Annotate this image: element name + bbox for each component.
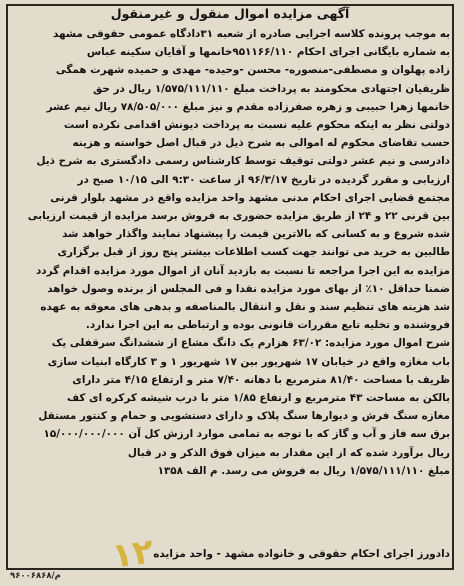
notice-line: مغازه سنگ فرش و دیوارها سنگ پلاک و دارای دستشویی و حمام و کنتور مستقل — [38, 410, 450, 423]
notice-line: ارزیابی و مقرر گردیده در تاریخ ۹۶/۳/۱۷ از ساعت ۹:۳۰ الی ۱۰/۱۵ صبح در — [77, 173, 450, 186]
notice-line: ظریفیان اجتهادی محکومند به پرداخت مبلغ ۱/۵۷۵/۱۱۱/۱۱۰ ریال در حق — [92, 82, 450, 95]
notice-body — [10, 25, 450, 480]
notice-line: حسب تقاضای محکوم له اموالی به شرح ذیل در قبال اصل خواسته و هزینه — [72, 137, 450, 150]
notice-line: بالکن به مساحت ۴۳ مترمربع و ارتفاع ۱/۸۵ متر با درب شیشه کرکره ای کف — [67, 392, 450, 405]
notice-line: دولتی نظر به اینکه محکوم علیه نسبت به پرداخت دیونش اقدامی نکرده است — [63, 119, 450, 132]
notice-line: ضمنا حداقل ۱۰٪ از بهای مورد مزایده نقدا و فی المجلس از برنده وصول خواهد — [47, 282, 450, 295]
notice-line: شده شروع و به کسانی که بالاترین قیمت را پیشنهاد نمایند واگذار خواهد شد — [62, 228, 450, 241]
notice-line: طالبین به خرید می توانند جهت کسب اطلاعات بیشتر پنج روز از قبل برگزاری — [57, 246, 450, 259]
notice-title: آگهی مزایده اموال منقول و غیرمنقول — [110, 6, 350, 21]
notice-line: ریال برآورد شده که از این مقدار به میزان فوق الذکر و در قبال — [127, 446, 450, 459]
notice-line: مزایده به این اجرا مراجعه تا نسبت به بازدید آنان از اموال مورد مزایده اقدام گردد — [35, 264, 450, 277]
notice-line: ظریف با مساحت ۸۱/۴۰ مترمربع با دهانه ۷/۴۰ متر و ارتفاع ۴/۱۵ متر دارای — [72, 373, 450, 386]
notice-signature: دادورز اجرای احکام حقوقی و خانواده مشهد - واحد مزایده — [153, 548, 450, 560]
notice-line: باب مغازه واقع در خیابان ۱۷ شهریور بین ۱۷ شهریور ۱ و ۳ کارگاه ابنیات سازی — [47, 355, 450, 368]
notice-line: مبلغ ۱/۵۷۵/۱۱۱/۱۱۰ ریال به فروش می رسد. م الف ۱۳۵۸ — [157, 464, 450, 477]
notice-line: فروشنده و تخلیه تابع مقررات قانونی بوده و ارتباطی به این اجرا ندارد. — [85, 319, 450, 332]
notice-line: مجتمع قضایی اجرای احکام مدنی مشهد واحد مزایده واقع در مشهد بلوار قرنی — [50, 191, 450, 204]
notice-line: زاده پهلوان و مصطفی-منصوره- محسن -وحیده- مهدی و حمیده شهرت همگی — [55, 64, 450, 77]
notice-line: شرح اموال مورد مزایده: ۶۳/۰۲ هزارم یک دانگ مشاع از ششدانگ سرقفلی یک — [51, 337, 450, 350]
notice-line: دادرسی و نیم عشر دولتی توقیف توسط کارشناس رسمی دادگستری به شرح ذیل — [36, 155, 450, 168]
notice-line: به شماره بایگانی اجرای احکام ۹۵۱۱۶۶/۱۱۰خانمها و آقایان سکینه عباس — [86, 46, 450, 59]
notice-line: خانمها زهرا حبیبی و زهره صفرزاده مقدم و نیز مبلغ ۷۸/۵۰۵/۰۰۰ ریال نیم عشر — [46, 100, 450, 113]
notice-line: شد هزینه های تنظیم سند و نقل و انتقال بالمناصفه و بدهی های معوقه به عهده — [40, 301, 450, 314]
notice-line: برق سه فاز و آب و گاز که با توجه به تمامی موارد ارزش کل آن ۱۵/۰۰۰/۰۰۰/۰۰۰ — [43, 428, 450, 441]
notice-line: بین قرنی ۲۲ و ۲۴ از طریق مزایده حضوری به فروش برسد مزایده از قیمت ارزیابی — [27, 210, 450, 223]
notice-line: به موجب پرونده کلاسه اجرایی صادره از شعبه ۳۱دادگاه عمومی حقوقی مشهد — [53, 28, 450, 40]
reference-code: م/۹۶۰۰۶۸۶۸ — [10, 571, 61, 581]
stamp-mark: ۱۲ — [109, 531, 157, 577]
